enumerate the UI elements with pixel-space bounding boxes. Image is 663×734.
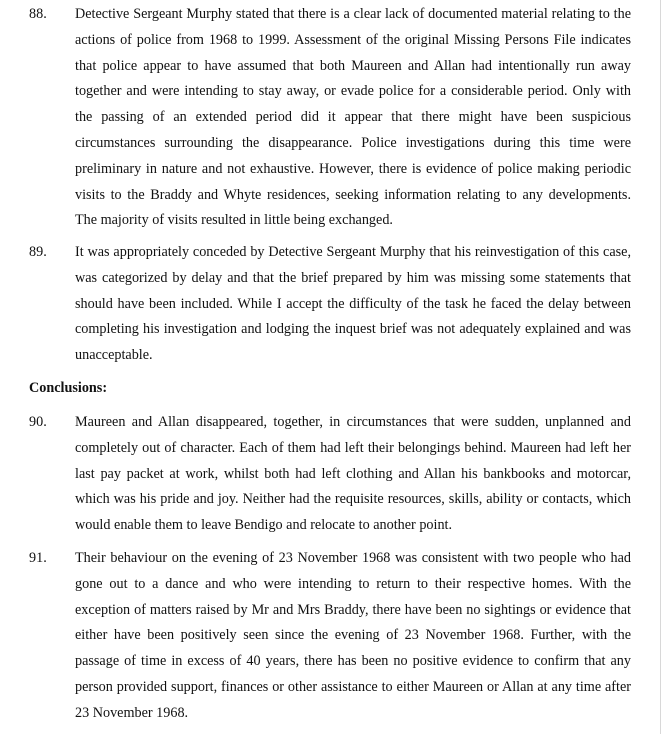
paragraph-text: Their behaviour on the evening of 23 November 1968 was consistent with two people who had gone out to a dance and who were intending to return to their respective homes. With the exception of matters raised by Mr and Mrs Braddy, there have been no sightings or evidence that either have been positively seen since the evening of 23 November 1968. Further, with the passage of time in excess of 40 years, there has been no positive evidence to confirm that any person provided support, finances or other assistance to either Maureen or Allan at any time after 23 November 1968. xyxy=(75,550,631,721)
paragraph-text: Maureen and Allan disappeared, together, in circumstances that were sudden, unplanned and completely out of character. Each of them had left their belongings behind. Maureen had left her last pay packet at work, whilst both had left clothing and Allan his bankbooks and motorcar, which was his pride and joy. Neither had the requisite resources, skills, ability or contacts, which would enable them to leave Bendigo and relocate to another point. xyxy=(75,414,631,534)
paragraph-number: 91. xyxy=(29,550,47,566)
paragraph-number: 90. xyxy=(29,414,47,430)
paragraph-text: Detective Sergeant Murphy stated that there is a clear lack of documented material relating to the actions of police from 1968 to 1999. Assessment of the original Missing Persons File indicates that police appear to have assumed that both Maureen and Allan had intentionally run away together and were intending to stay away, or evade police for a considerable period. Only with the passing of an extended period did it appear that there might have been suspicious circumstances surrounding the disappearance. Police investigations during this time were preliminary in nature and not exhaustive. However, there is evidence of police making periodic visits to the Braddy and Whyte residences, seeking information relating to any developments. The majority of visits resulted in little being exchanged. xyxy=(75,6,631,229)
paragraph-number: 88. xyxy=(29,6,47,22)
paragraph-number: 89. xyxy=(29,244,47,260)
section-heading: Conclusions: xyxy=(29,380,108,396)
page-edge-rule xyxy=(660,0,661,734)
paragraph-text: It was appropriately conceded by Detective Sergeant Murphy that his reinvestigation of this case, was categorized by delay and that the brief prepared by him was missing some statements that should have been included. While I accept the difficulty of the task he faced the delay between completing his investigation and lodging the inquest brief was not adequately explained and was unacceptable. xyxy=(75,244,631,364)
